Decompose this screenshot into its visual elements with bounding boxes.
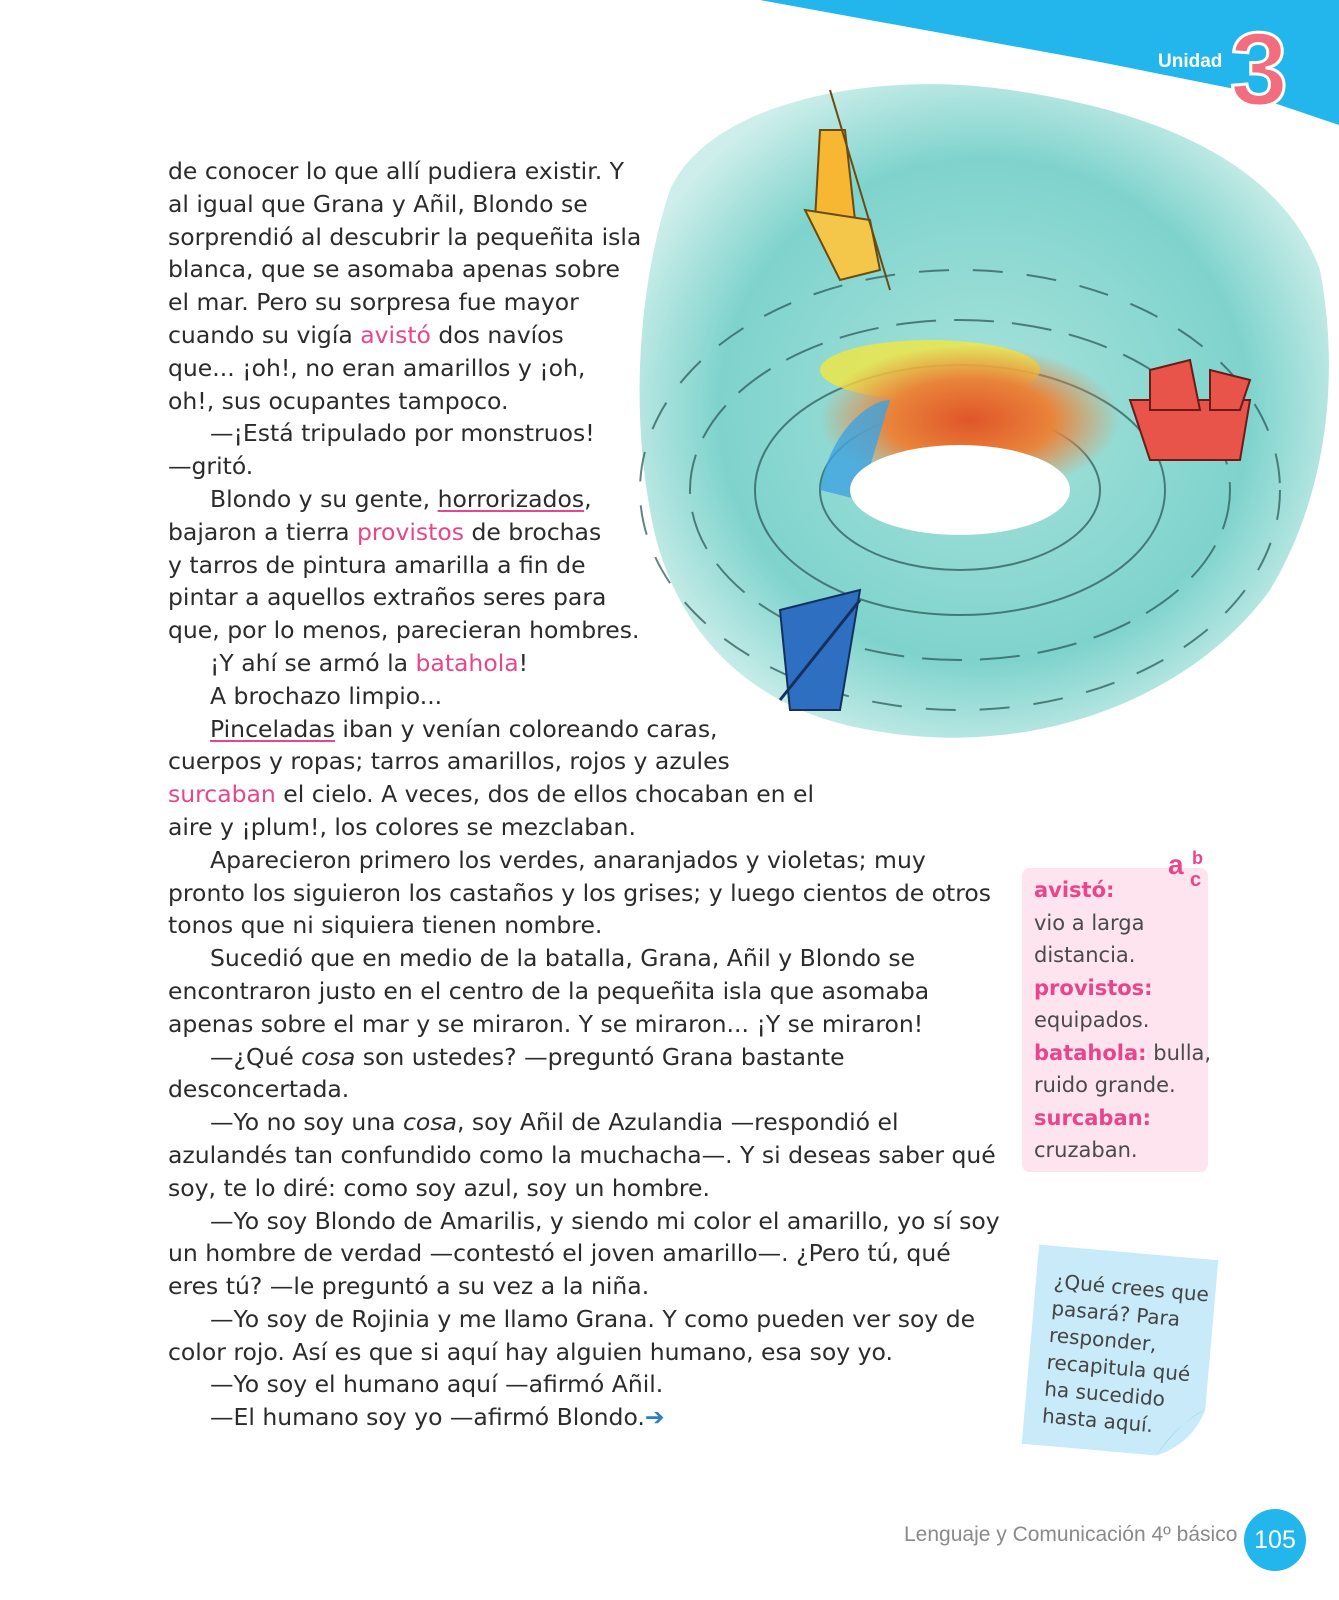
gloss-word-surcaban: surcaban xyxy=(168,780,276,809)
story-line: bajaron a tierra provistos de brochas xyxy=(168,517,602,546)
story-line: que, por lo menos, parecieran hombres. xyxy=(168,616,640,645)
story-line: pintar a aquellos extraños seres para xyxy=(168,583,607,612)
glossary-definition: equipados. xyxy=(1034,1008,1150,1032)
glossary-definition: bulla, ruido grande. xyxy=(1034,1040,1212,1097)
story-line: que... ¡oh!, no eran amarillos y ¡oh, xyxy=(168,353,586,382)
story-line: A brochazo limpio... xyxy=(210,681,443,710)
sticky-note xyxy=(1022,1245,1219,1460)
story-paragraph: —Yo no soy una cosa, soy Añil de Azulandia —respondió el azulandés tan confundido como la muchacha—. Y si deseas saber qué soy, te lo diré: como soy azul, soy un hombre. xyxy=(168,1108,996,1202)
glossary-term: batahola: xyxy=(1034,1040,1147,1065)
story-line: oh!, sus ocupantes tampoco. xyxy=(168,386,509,415)
story-line: cuando su vigía avistó dos navíos xyxy=(168,320,564,349)
story-paragraph: —Yo soy el humano aquí —afirmó Añil. xyxy=(210,1370,664,1399)
story-line: el mar. Pero su sorpresa fue mayor xyxy=(168,288,579,317)
glossary-list xyxy=(1034,874,1214,1167)
story-paragraph: —El humano soy yo —afirmó Blondo.➔ xyxy=(210,1403,665,1432)
story-line: Pinceladas iban y venían coloreando caras, xyxy=(210,714,718,743)
glossary-definition: cruzaban. xyxy=(1034,1138,1138,1162)
story-line: ¡Y ahí se armó la batahola! xyxy=(210,648,529,677)
continue-arrow-icon: ➔ xyxy=(644,1403,665,1432)
story-line: blanca, que se asomaba apenas sobre xyxy=(168,255,620,284)
gloss-word-avisto: avistó xyxy=(360,320,431,349)
page-number-badge xyxy=(1244,1509,1306,1571)
svg-text:c: c xyxy=(1190,869,1202,890)
unit-label: Unidad xyxy=(1158,51,1223,72)
underlined-word-horrorizados: horrorizados xyxy=(437,484,585,513)
story-line: surcaban el cielo. A veces, dos de ellos chocaban en el xyxy=(168,780,815,809)
gloss-word-provistos: provistos xyxy=(357,517,464,546)
sticky-note-text: ¿Qué crees que pasará? Para responder, recapitula qué ha sucedido hasta aquí. xyxy=(1041,1269,1210,1438)
story-paragraph: Aparecieron primero los verdes, anaranjados y violetas; muy pronto los siguieron los castaños y los grises; y luego cientos de otros tonos que ni siquiera tienen nombre. xyxy=(168,845,992,940)
story-paragraph: —Yo soy Blondo de Amarilis, y siendo mi color el amarillo, yo sí soy un hombre de verdad —contestó el joven amarillo—. ¿Pero tú, qué eres tú? —le preguntó a su vez a la niña. xyxy=(168,1206,1000,1301)
story-line: al igual que Grana y Añil, Blondo se xyxy=(168,189,588,218)
story-line: —gritó. xyxy=(168,452,254,481)
book-title: Lenguaje y Comunicación 4º básico xyxy=(904,1523,1238,1546)
unit-number: 3 xyxy=(1230,12,1288,128)
glossary-term: surcaban: xyxy=(1034,1105,1151,1130)
story-paragraph: Sucedió que en medio de la batalla, Grana, Añil y Blondo se encontraron justo en el centro de la pequeñita isla que asomaba apenas sobre el mar y se miraron. Y se miraron... ¡Y se miraron! xyxy=(168,944,930,1038)
story-line: sorprendió al descubrir la pequeñita isla xyxy=(168,222,642,251)
story-line: y tarros de pintura amarilla a fin de xyxy=(168,550,586,579)
story-line: Blondo y su gente, horrorizados, xyxy=(210,484,592,513)
story-line: de conocer lo que allí pudiera existir. Y xyxy=(168,157,625,185)
glossary-term: avistó: xyxy=(1034,878,1115,902)
story-paragraph: —Yo soy de Rojinia y me llamo Grana. Y como pueden ver soy de color rojo. Así es que si aquí hay alguien humano, esa soy yo. xyxy=(168,1304,976,1366)
underlined-word-pinceladas: Pinceladas xyxy=(210,714,335,743)
gloss-word-batahola: batahola xyxy=(415,648,519,677)
glossary-entry xyxy=(1034,1037,1214,1102)
story-line: cuerpos y ropas; tarros amarillos, rojos y azules xyxy=(168,747,730,776)
glossary-definition: vio a larga distancia. xyxy=(1034,910,1145,967)
glossary-term: provistos: xyxy=(1034,975,1153,1000)
svg-text:b: b xyxy=(1192,848,1203,868)
story-line: aire y ¡plum!, los colores se mezclaban. xyxy=(168,812,636,841)
story-paragraph: —¿Qué cosa son ustedes? —preguntó Grana bastante desconcertada. xyxy=(168,1042,845,1104)
page-number: 105 xyxy=(1254,1526,1296,1554)
story-text xyxy=(168,155,1008,1434)
story-line: —¡Está tripulado por monstruos! xyxy=(210,419,595,448)
svg-text:a: a xyxy=(1168,849,1184,880)
